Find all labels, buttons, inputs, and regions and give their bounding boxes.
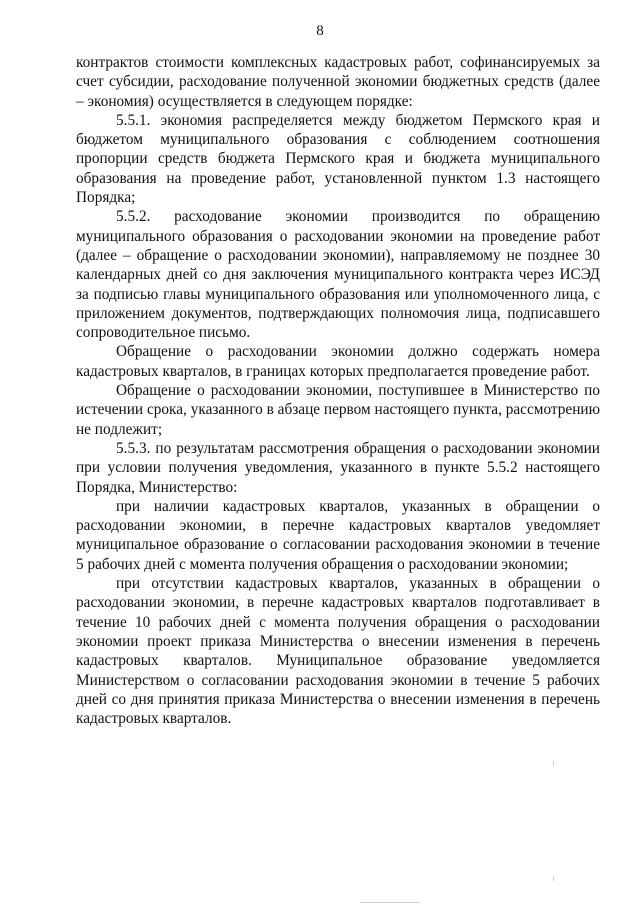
document-body (76, 53, 600, 728)
paragraph-continuation: контрактов стоимости комплексных кадастровых работ, софинансируемых за счет субсидии, расходование полученной экономии бюджетных средств (далее – экономия) осуществляется в следующем порядке: (76, 54, 600, 110)
paragraph-appeal-content: Обращение о расходовании экономии должно содержать номера кадастровых кварталов, в границах которых предполагается проведение работ. (76, 343, 600, 380)
scan-artifact (360, 902, 420, 903)
paragraph-5-5-1: 5.5.1. экономия распределяется между бюджетом Пермского края и бюджетом муниципального образования с соблюдением соотношения пропорции средств бюджета Пермского края и бюджета муниципального образования на проведение работ, установленной пунктом 1.3 настоящего Порядка; (76, 111, 600, 207)
paragraph-5-5-3: 5.5.3. по результатам рассмотрения обращения о расходовании экономии при условии получения уведомления, указанного в пункте 5.5.2 настоящего Порядка, Министерство: (76, 439, 600, 496)
paragraph-5-5-2: 5.5.2. расходование экономии производится по обращению муниципального образования о расходовании экономии на проведение работ (далее – обращение о расходовании экономии), направляемому не позднее 30 календарных дней со дня заключения муниципального контракта через ИСЭД за подписью главы муниципального образования или уполномоченного лица, с приложением документов, подтверждающих полномочия лица, подписавшего сопроводительное письмо. (76, 208, 600, 342)
paragraph-quarters-absent: при отсутствии кадастровых кварталов, указанных в обращении о расходовании экономии, в перечне кадастровых кварталов подготавливает в течение 10 рабочих дней с момента получения обращения о расходовании экономии проект приказа Министерства о внесении изменения в перечень кадастровых кварталов. Муниципальное образование уведомляется Министерством о согласовании расходования экономии в течение 5 рабочих дней со дня принятия приказа Министерства о внесении изменения в перечень кадастровых кварталов. (76, 575, 600, 728)
scan-artifact (553, 760, 554, 766)
paragraph-appeal-deadline: Обращение о расходовании экономии, поступившее в Министерство по истечении срока, указанного в абзаце первом настоящего пункта, рассмотрению не подлежит; (76, 382, 600, 438)
scan-artifact (553, 876, 554, 881)
paragraph-quarters-present: при наличии кадастровых кварталов, указанных в обращении о расходовании экономии, в перечне кадастровых кварталов уведомляет муниципальное образование о согласовании расходования экономии в течение 5 рабочих дней с момента получения обращения о расходовании экономии; (76, 497, 600, 573)
page-number: 8 (316, 23, 324, 39)
